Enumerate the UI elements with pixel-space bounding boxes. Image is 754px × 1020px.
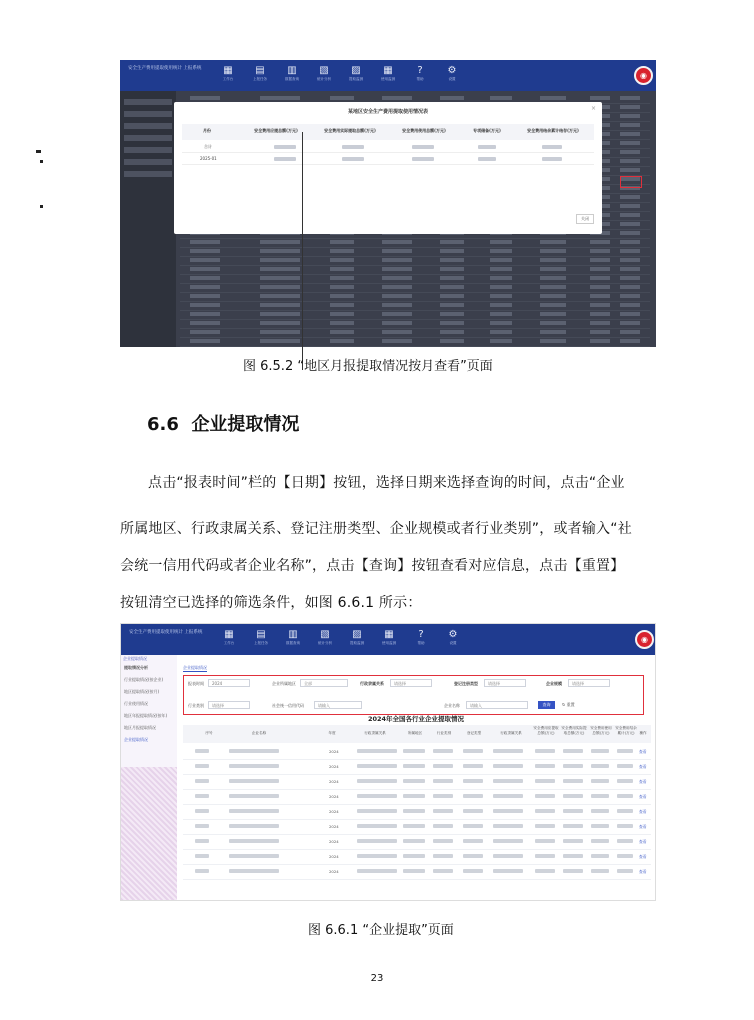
table-row	[183, 744, 651, 760]
user-avatar[interactable]: ◉	[635, 630, 654, 649]
col-due: 安全费用应提总额(万元)	[254, 128, 298, 133]
col-header: 安全费用应提取总额(万元)	[533, 726, 559, 735]
scan-mark	[40, 205, 43, 208]
nav-settings-icon[interactable]: ⚙ 设置	[448, 629, 458, 645]
app-title: 安全生产费用提取使用统计 上报系统	[128, 66, 202, 71]
reset-button[interactable]: ↻ 重置	[562, 702, 575, 707]
nav-use-icon[interactable]: ▦ 使用监测	[382, 629, 396, 645]
row-view-link[interactable]: 查看	[639, 854, 647, 859]
sidebar-item-active[interactable]: 企业提取情况	[124, 737, 148, 742]
figure-6-6-1-caption: 图 6.6.1 “企业提取”页面	[308, 923, 454, 938]
row-view-link[interactable]: 查看	[639, 794, 647, 799]
breadcrumb[interactable]: 企业提取情况	[123, 656, 147, 661]
app-header	[120, 60, 656, 91]
nav-report-icon[interactable]: ▤ 上报任务	[254, 629, 268, 645]
row-year: 2024	[329, 794, 339, 799]
col-header: 年度	[328, 731, 336, 735]
row-view-link[interactable]: 查看	[639, 749, 647, 754]
sidebar-group[interactable]: 提取情况分析	[124, 665, 148, 670]
row-year: 2024	[329, 839, 339, 844]
col-header: 行政隶属关系	[364, 731, 386, 735]
row-year: 2024	[329, 764, 339, 769]
dimmed-row	[180, 337, 650, 347]
scan-mark	[36, 150, 41, 153]
nav-extract-icon[interactable]: ▨ 提取监测	[350, 629, 364, 645]
table-row	[183, 834, 651, 850]
col-actual: 安全费用实际提取总额(万元)	[324, 128, 376, 133]
col-reserve: 专项储备(万元)	[473, 128, 501, 133]
nav-report-icon[interactable]: ▤ 上报任务	[253, 65, 267, 81]
row-view-link[interactable]: 查看	[639, 764, 647, 769]
modal-row-month: 2025-01	[182, 154, 594, 165]
modal-close-button[interactable]: 关闭	[576, 214, 594, 224]
row-view-link[interactable]: 查看	[639, 779, 647, 784]
sidebar-item[interactable]: 行业使用情况	[124, 701, 148, 706]
row-view-link[interactable]: 查看	[639, 824, 647, 829]
section-title: 企业提取情况	[191, 414, 300, 435]
col-header: 序号	[205, 731, 213, 735]
highlight-box	[620, 176, 642, 188]
table-row	[183, 759, 651, 775]
col-header: 安全费用使用总额(万元)	[590, 726, 612, 735]
close-icon[interactable]: ×	[590, 105, 596, 112]
table-row	[183, 774, 651, 790]
nav-settings-icon[interactable]: ⚙ 设置	[447, 65, 457, 81]
col-header: 行业类别	[436, 731, 452, 735]
app-title: 安全生产费用提取使用统计 上报系统	[129, 630, 203, 635]
row-year: 2024	[329, 824, 339, 829]
tab-enterprise[interactable]: 企业提取情况	[183, 665, 207, 670]
col-header: 登记类型	[466, 731, 482, 735]
dimmed-sidebar	[120, 91, 176, 347]
sidebar-item[interactable]: 地区月报提取情况	[124, 725, 156, 730]
nav-use-icon[interactable]: ▦ 使用监测	[381, 65, 395, 81]
nav-extract-icon[interactable]: ▨ 提取监测	[349, 65, 363, 81]
col-header: 企业名称	[251, 731, 267, 735]
app-header	[121, 624, 655, 655]
figure-6-5-2-screenshot	[120, 60, 656, 347]
row-year: 2024	[329, 869, 339, 874]
col-month: 月份	[203, 128, 211, 133]
paragraph-line: 点击“报表时间”栏的【日期】按钮，选择日期来选择查询的时间，点击“企业	[148, 475, 625, 491]
nav-workbench-icon[interactable]: ▦ 工作台	[222, 65, 234, 81]
query-button[interactable]: 查询	[538, 701, 555, 709]
row-year: 2024	[329, 809, 339, 814]
table-title: 2024年全国各行业企业提取情况	[367, 715, 465, 723]
figure-6-5-2-caption: 图 6.5.2 “地区月报提取情况按月查看”页面	[243, 359, 493, 374]
paragraph-line: 会统一信用代码或者企业名称”，点击【查询】按钮查看对应信息，点击【重置】	[120, 558, 625, 574]
nav-analysis-icon[interactable]: ▧ 统计分析	[318, 629, 332, 645]
sidebar-item[interactable]: 地区提取情况(按月)	[124, 689, 160, 694]
col-header: 安全费用结余累计(万元)	[615, 726, 637, 735]
filter-panel: 报表时间 2024 企业所属地区 全部 行政隶属关系 请选择 登记注册类型 请选择 企业规模 请选择 行业类别 请选择 社会统一信用代码 请输入 企业名称 请输入 查询 ↻ 重置	[183, 675, 644, 715]
row-year: 2024	[329, 749, 339, 754]
col-header: 安全费用实际提取总额(万元)	[561, 726, 587, 735]
cursor-line	[302, 132, 303, 370]
table-row	[183, 804, 651, 820]
nav-workbench-icon[interactable]: ▦ 工作台	[223, 629, 235, 645]
paragraph-line: 按钮清空已选择的筛选条件，如图 6.6.1 所示：	[120, 595, 422, 611]
row-view-link[interactable]: 查看	[639, 869, 647, 874]
modal-table-header	[182, 124, 594, 140]
row-year: 2024	[329, 854, 339, 859]
monthly-detail-modal	[174, 102, 602, 234]
nav-help-icon[interactable]: ? 帮助	[417, 629, 425, 645]
col-header: 所属地区	[407, 731, 423, 735]
sidebar	[121, 655, 177, 900]
paragraph-line: 所属地区、行政隶属关系、登记注册类型、企业规模或者行业类别”，或者输入“社	[120, 521, 632, 537]
nav-help-icon[interactable]: ? 帮助	[416, 65, 424, 81]
nav-analysis-icon[interactable]: ▧ 统计分析	[317, 65, 331, 81]
page-number: 23	[370, 973, 384, 984]
row-view-link[interactable]: 查看	[639, 809, 647, 814]
nav-query-icon[interactable]: ▥ 数据查询	[286, 629, 300, 645]
col-header: 行政隶属关系	[500, 731, 522, 735]
table-row	[183, 849, 651, 865]
modal-row-total: 合计	[182, 142, 594, 153]
row-view-link[interactable]: 查看	[639, 839, 647, 844]
section-heading	[147, 410, 299, 436]
scan-mark	[40, 160, 43, 163]
table-row	[183, 864, 651, 880]
row-year: 2024	[329, 779, 339, 784]
col-balance: 安全费用结余累计结存(万元)	[527, 128, 579, 133]
reset-icon: ↻	[562, 702, 567, 707]
col-used: 安全费用使用总额(万元)	[402, 128, 446, 133]
user-avatar[interactable]: ◉	[634, 66, 653, 85]
sidebar-item[interactable]: 地区年报提取情况(按年)	[124, 713, 168, 718]
table-header	[183, 725, 651, 743]
scan-artifact	[121, 767, 177, 900]
figure-6-6-1-screenshot	[120, 623, 656, 901]
nav-query-icon[interactable]: ▥ 数据查询	[285, 65, 299, 81]
modal-title: 某地区安全生产费用提取使用情况表	[347, 109, 428, 115]
section-number: 6.6	[147, 414, 179, 435]
table-row	[183, 789, 651, 805]
sidebar-item[interactable]: 行业提取情况(按企业)	[124, 677, 164, 682]
table-row	[183, 819, 651, 835]
col-header: 操作	[639, 731, 647, 735]
